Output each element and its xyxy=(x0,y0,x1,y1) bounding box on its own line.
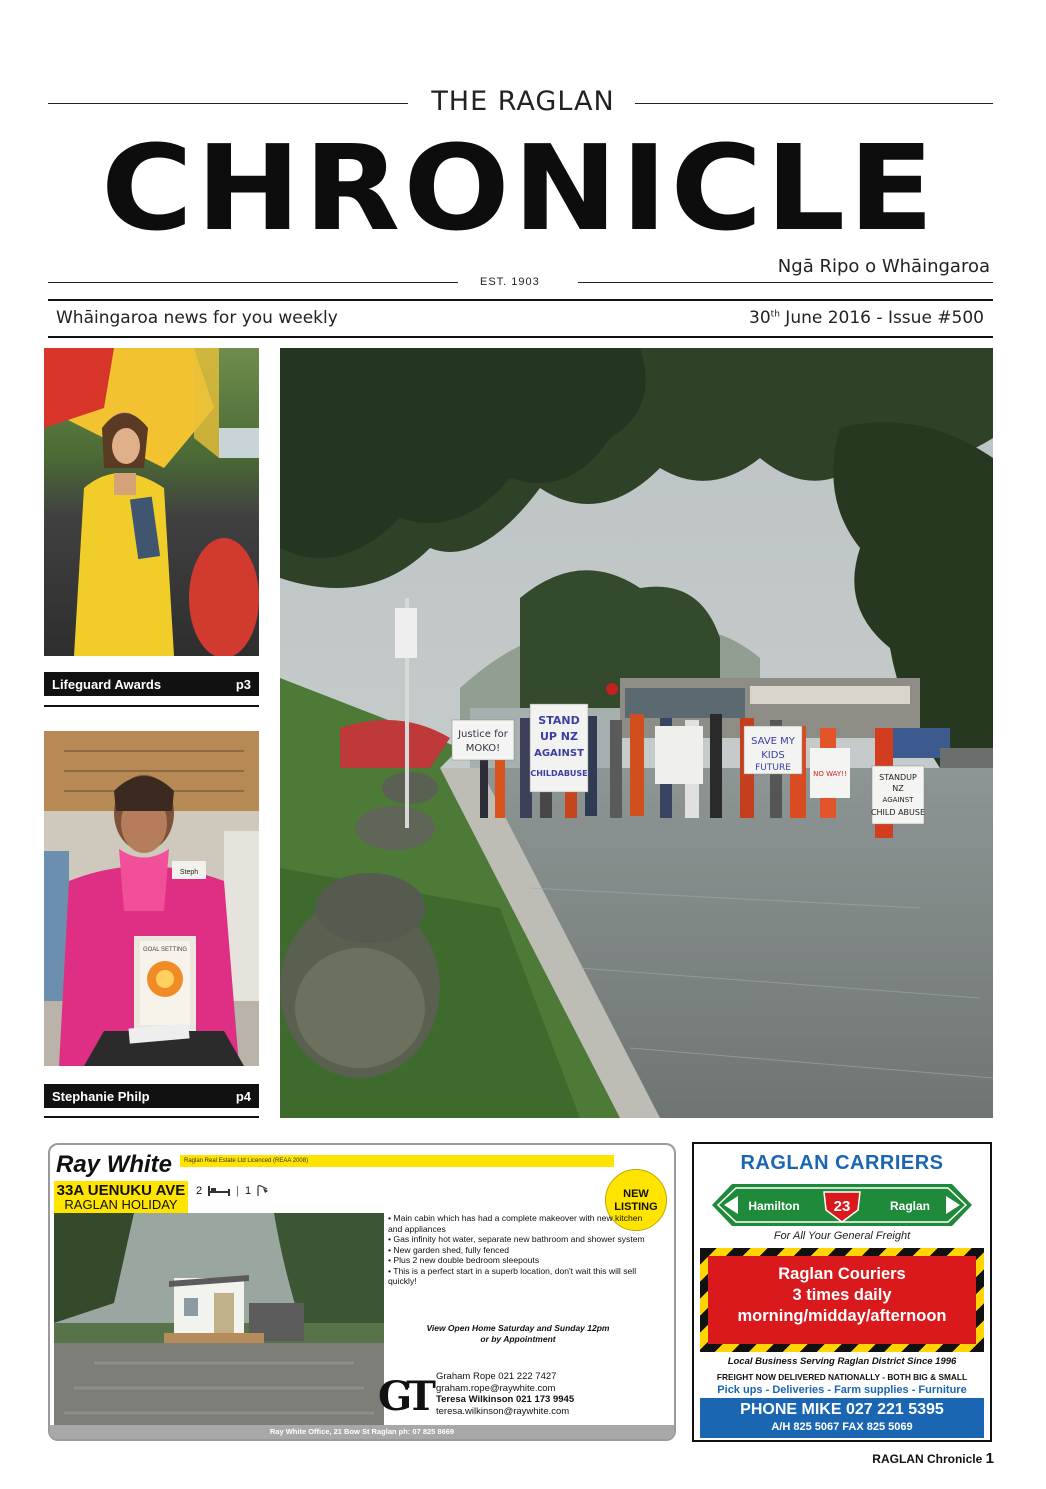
lifeguard-photo[interactable] xyxy=(44,348,259,656)
agent-contacts xyxy=(436,1371,574,1417)
svg-text:KIDS: KIDS xyxy=(761,750,785,761)
svg-text:AGAINST: AGAINST xyxy=(534,748,584,759)
shower-icon xyxy=(257,1185,269,1197)
couriers-box: Raglan Couriers 3 times daily morning/midday/afternoon xyxy=(708,1256,976,1344)
caption-text: Stephanie Philp xyxy=(52,1088,150,1104)
bathroom-count: 1 xyxy=(244,1185,252,1197)
listing-features-list xyxy=(388,1213,658,1287)
raglan-carriers-ad[interactable] xyxy=(692,1142,992,1442)
carriers-tagline: For All Your General Freight xyxy=(773,1230,911,1242)
after-hours-fax: A/H 825 5067 FAX 825 5069 xyxy=(771,1421,913,1433)
protest-sign-2: STAND xyxy=(538,714,580,727)
folio-label: RAGLAN Chronicle xyxy=(872,1452,983,1466)
caption-page: p3 xyxy=(235,676,251,692)
masthead-title: CHRONICLE xyxy=(101,119,937,257)
sign-left-town: Hamilton xyxy=(748,1199,800,1213)
svg-text:NZ: NZ xyxy=(892,784,904,793)
folio-page-number: 1 xyxy=(985,1450,994,1467)
phone-number: PHONE MIKE 027 221 5395 xyxy=(740,1401,944,1418)
protest-sign-5: NO WAY!! xyxy=(813,770,847,778)
lifeguard-caption[interactable] xyxy=(44,672,259,696)
name-badge-text: Steph xyxy=(179,869,199,876)
carriers-title: RAGLAN CARRIERS xyxy=(740,1152,944,1174)
feature-item: • This is a perfect start in a superb location, don't wait this will sell quickly! xyxy=(388,1266,658,1287)
agent-logo: GT xyxy=(378,1373,430,1420)
caption-rule xyxy=(44,705,259,707)
ray-white-footer: Ray White Office, 21 Bow St Raglan ph: 07 825 8669 xyxy=(50,1425,674,1439)
protest-march-photo[interactable] xyxy=(280,348,993,1118)
caption-rule xyxy=(44,1116,259,1118)
listing-features: 2 | 1 xyxy=(196,1185,269,1197)
tagline: Whāingaroa news for you weekly xyxy=(56,308,338,328)
masthead-subtitle: Ngā Ripo o Whāingaroa xyxy=(777,256,990,277)
svg-text:FUTURE: FUTURE xyxy=(755,763,791,773)
listing-headline: RAGLAN HOLIDAY xyxy=(64,1197,178,1212)
svg-text:UP NZ: UP NZ xyxy=(539,730,579,743)
feature-item: • Gas infinity hot water, separate new bathroom and shower system xyxy=(388,1234,658,1245)
listing-street: 33A UENUKU AVE xyxy=(56,1182,186,1199)
est-rule-left xyxy=(48,282,458,283)
feature-item: • Main cabin which has had a complete makeover with new kitchen and appliances xyxy=(388,1213,658,1234)
header-rule-bottom xyxy=(48,336,993,338)
new-listing-badge: NEW LISTING xyxy=(605,1169,667,1231)
sign-right-town: Raglan xyxy=(889,1199,931,1213)
agent-name: Teresa Wilkinson 021 173 9945 xyxy=(436,1394,575,1405)
road-sign xyxy=(712,1184,972,1226)
feature-item: • Plus 2 new double bedroom sleepouts xyxy=(388,1255,658,1266)
bedroom-count: 2 xyxy=(196,1185,203,1197)
carriers-services: Pick ups - Deliveries - Farm supplies - Furniture xyxy=(717,1384,967,1396)
svg-text:AGAINST: AGAINST xyxy=(882,796,914,804)
stephanie-caption[interactable] xyxy=(44,1084,259,1108)
est-rule-right xyxy=(578,282,993,283)
protest-sign-1: Justice for xyxy=(458,729,508,740)
svg-text:CHILDABUSE: CHILDABUSE xyxy=(530,769,588,778)
carriers-phone-box[interactable] xyxy=(700,1398,984,1438)
svg-text:CHILD ABUSE: CHILD ABUSE xyxy=(870,808,926,817)
stephanie-photo[interactable] xyxy=(44,731,259,1066)
carriers-freight: FREIGHT NOW DELIVERED NATIONALLY - BOTH BIG & SMALL xyxy=(716,1372,968,1382)
listing-house-photo[interactable] xyxy=(54,1213,384,1425)
book-title-text: GOAL SETTING xyxy=(142,947,188,953)
agent-name: Graham Rope 021 222 7427 xyxy=(436,1371,557,1382)
carriers-local: Local Business Serving Raglan District Since 1996 xyxy=(727,1356,957,1367)
page-folio xyxy=(872,1450,994,1467)
masthead-pretitle: THE RAGLAN xyxy=(431,86,615,117)
issue-date: 30th June 2016 - Issue #500 xyxy=(749,308,984,328)
agent-email[interactable]: teresa.wilkinson@raywhite.com xyxy=(436,1405,570,1417)
ray-white-licence: Raglan Real Estate Ltd Licenced (REAA 2008) xyxy=(180,1155,614,1167)
feature-item: • New garden shed, fully fenced xyxy=(388,1245,658,1256)
route-number: 23 xyxy=(833,1198,851,1215)
caption-text: Lifeguard Awards xyxy=(52,676,162,692)
agent-email[interactable]: graham.rope@raywhite.com xyxy=(436,1382,556,1394)
protest-sign-3: SAVE MY xyxy=(751,736,795,747)
ray-white-logo: Ray White xyxy=(56,1151,173,1178)
bed-icon xyxy=(208,1186,230,1196)
open-home-info: View Open Home Saturday and Sunday 12pm or by Appointment xyxy=(426,1323,610,1344)
protest-sign-4: STANDUP xyxy=(879,773,917,782)
header-rule-top xyxy=(48,299,993,301)
ray-white-ad[interactable] xyxy=(48,1143,676,1441)
caption-page: p4 xyxy=(235,1088,251,1104)
svg-text:MOKO!: MOKO! xyxy=(465,743,501,754)
established-year: EST. 1903 xyxy=(480,276,540,288)
